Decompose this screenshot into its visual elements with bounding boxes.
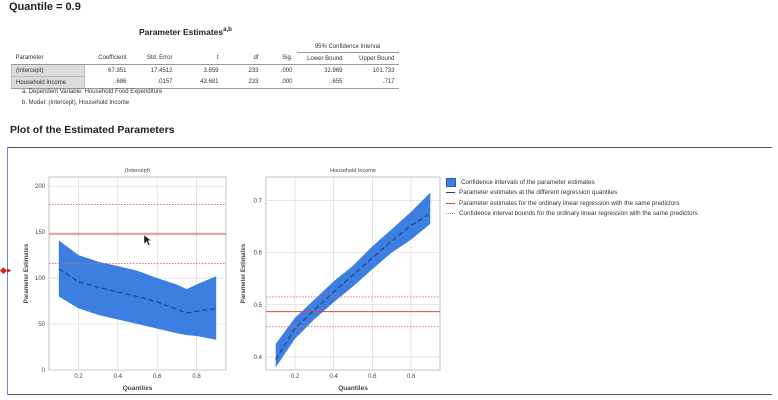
table-title-text: Parameter Estimates xyxy=(139,27,224,37)
column-header: Parameter xyxy=(12,53,85,65)
x-tick-label: 0.8 xyxy=(406,374,416,380)
chart-legend xyxy=(446,177,698,219)
table-cell: 233 xyxy=(223,77,263,89)
x-tick-label: 0.4 xyxy=(113,374,123,380)
panel-title: Household Income xyxy=(330,168,376,174)
legend-label: Confidence interval bounds for the ordinary linear regression with the same predictors xyxy=(459,210,698,218)
x-tick-label: 0.4 xyxy=(329,374,338,380)
legend-item xyxy=(446,188,698,199)
legend-label: Parameter estimates for the ordinary linear regression with the same predictors xyxy=(459,199,680,207)
panel-title: (Intercept) xyxy=(124,168,151,174)
legend-swatch xyxy=(446,192,455,193)
legend-swatch xyxy=(446,203,455,204)
x-tick-label: 0.8 xyxy=(192,374,201,380)
x-tick-label: 0.2 xyxy=(290,374,300,380)
intercept-panel xyxy=(24,168,226,392)
column-header: Lower Bound xyxy=(297,53,347,65)
y-tick-label: 0 xyxy=(41,368,45,374)
table-cell: .000 xyxy=(263,77,297,89)
legend-label: Confidence intervals of the parameter estimates xyxy=(461,178,595,186)
y-tick-label: 100 xyxy=(34,276,45,283)
legend-item xyxy=(446,198,698,209)
legend-swatch xyxy=(446,213,455,214)
y-tick-label: 0.4 xyxy=(253,354,262,361)
column-header: df xyxy=(223,53,263,65)
household-income-panel xyxy=(241,168,440,392)
table-cell: 17.4512 xyxy=(150,67,173,74)
y-tick-label: 0.7 xyxy=(253,198,262,205)
section-title: Plot of the Estimated Parameters xyxy=(10,124,175,136)
y-tick-label: 150 xyxy=(34,230,45,237)
x-axis-label: Quantiles xyxy=(122,385,153,392)
y-tick-label: 0.6 xyxy=(253,250,262,257)
table-title-superscript: a,b xyxy=(223,27,232,34)
table-cell: .000 xyxy=(280,67,293,74)
selection-marker-icon[interactable]: ◆▸ xyxy=(0,265,12,275)
table-cell: .655 xyxy=(297,77,347,89)
y-tick-label: 0.5 xyxy=(253,302,262,309)
column-header: Coefficient xyxy=(85,53,131,65)
table-cell: .717 xyxy=(347,77,399,89)
y-tick-label: 50 xyxy=(38,322,45,329)
x-tick-label: 0.2 xyxy=(74,374,83,380)
row-label: (Intercept) xyxy=(12,65,85,77)
y-tick-label: 200 xyxy=(34,184,45,191)
y-axis-label: Parameter Estimates xyxy=(241,243,247,304)
table-cell: 43.681 xyxy=(177,77,223,89)
table-cell: 3.859 xyxy=(203,67,219,74)
table-cell: .0157 xyxy=(131,77,177,89)
quantile-title: Quantile = 0.9 xyxy=(9,1,81,13)
footnote: a. Dependent Variable: Household Food Expenditure xyxy=(22,89,163,95)
x-axis-label: Quantiles xyxy=(338,385,368,392)
x-tick-label: 0.6 xyxy=(368,374,377,380)
legend-item xyxy=(446,177,698,188)
ci-header: 95% Confidence Interval xyxy=(297,41,399,53)
column-header: Sig. xyxy=(263,53,297,65)
legend-item xyxy=(446,209,698,220)
y-axis-label: Parameter Estimates xyxy=(24,243,30,304)
table-cell: 233 xyxy=(248,67,259,74)
x-tick-label: 0.6 xyxy=(152,374,162,380)
column-header: Upper Bound xyxy=(347,53,399,65)
footnote: b. Model: (Intercept), Household Income xyxy=(22,100,130,106)
table-cell: .686 xyxy=(85,77,131,89)
column-header: t xyxy=(177,53,223,65)
table-cell: 32.969 xyxy=(324,67,343,74)
legend-swatch xyxy=(446,178,456,187)
table-cell: 67.351 xyxy=(108,67,127,74)
row-label: Household Income xyxy=(12,77,85,89)
legend-label: Parameter estimates at the different regression quantiles xyxy=(459,189,618,197)
table-cell: 101.733 xyxy=(372,67,395,74)
column-header: Std. Error xyxy=(131,53,177,65)
